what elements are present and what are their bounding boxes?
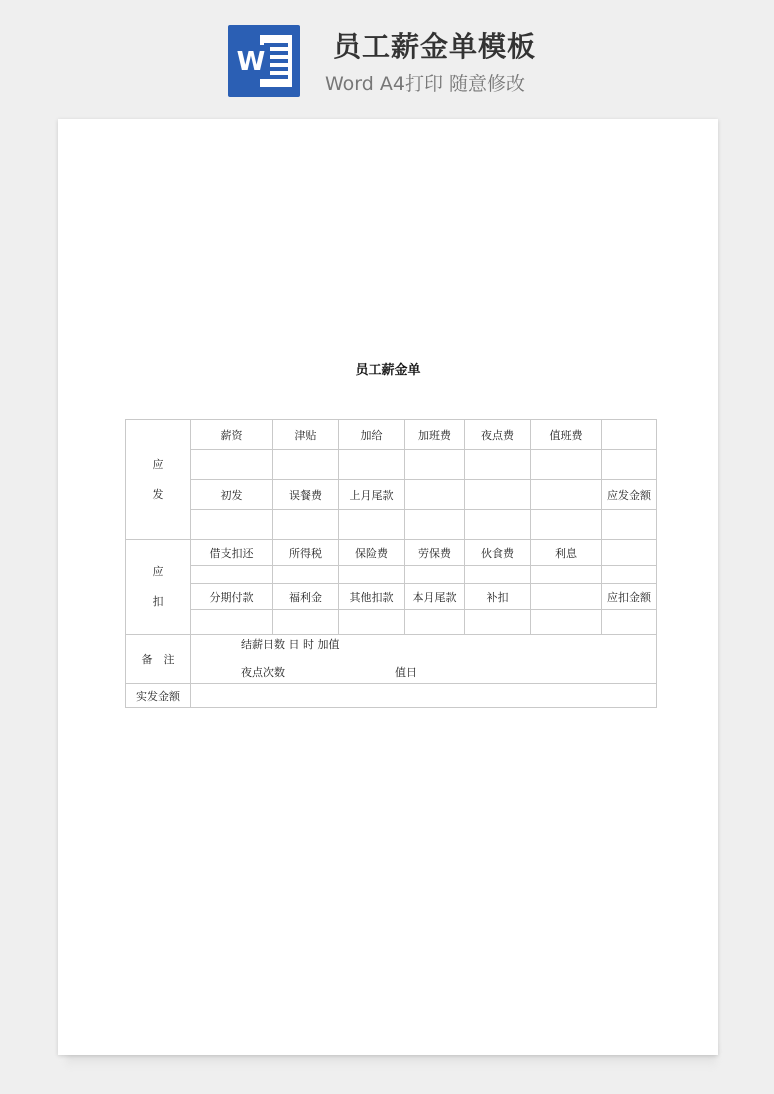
- table-cell: 本月尾款: [405, 584, 465, 610]
- table-cell: [531, 566, 602, 584]
- table-cell: 薪资: [191, 420, 273, 450]
- table-cell: [405, 480, 465, 510]
- table-cell: [602, 566, 657, 584]
- deduct-label-char: 应: [152, 565, 164, 578]
- table-cell: [405, 566, 465, 584]
- table-row: [126, 450, 657, 480]
- table-cell: 应发金额: [602, 480, 657, 510]
- table-cell: [339, 450, 405, 480]
- table-cell: 加给: [339, 420, 405, 450]
- table-cell: 劳保费: [405, 540, 465, 566]
- remarks-line-2: [241, 659, 656, 683]
- header: [0, 0, 774, 110]
- table-cell: [602, 450, 657, 480]
- table-cell: 误餐费: [273, 480, 339, 510]
- table-row: [126, 540, 657, 566]
- table-cell: [531, 480, 602, 510]
- table-cell: 保险费: [339, 540, 405, 566]
- deduct-label-char: 扣: [152, 595, 164, 608]
- table-cell: [339, 566, 405, 584]
- table-cell: [602, 420, 657, 450]
- deduct-section-label: [126, 540, 191, 635]
- net-pay-value: [191, 684, 657, 708]
- table-row: [126, 684, 657, 708]
- payable-section-label: [126, 420, 191, 540]
- payable-label-char: 应: [152, 457, 164, 471]
- table-cell: 津贴: [273, 420, 339, 450]
- table-cell: 上月尾款: [339, 480, 405, 510]
- table-cell: 借支扣还: [191, 540, 273, 566]
- net-pay-label: 实发金额: [126, 684, 191, 708]
- word-icon: [228, 25, 300, 97]
- table-cell: 福利金: [273, 584, 339, 610]
- table-cell: [191, 450, 273, 480]
- document-title: 员工薪金单: [355, 363, 421, 378]
- table-cell: [465, 610, 531, 635]
- table-cell: [405, 510, 465, 540]
- table-cell: 值班费: [531, 420, 602, 450]
- table-cell: [191, 566, 273, 584]
- table-row: [126, 510, 657, 540]
- table-cell: [405, 610, 465, 635]
- payable-label-char: 发: [152, 487, 164, 501]
- table-cell: [339, 510, 405, 540]
- table-cell: [465, 510, 531, 540]
- table-cell: [191, 610, 273, 635]
- table-row: [126, 480, 657, 510]
- table-cell: [273, 510, 339, 540]
- duty-day-label: 值日: [395, 666, 417, 679]
- table-cell: [602, 540, 657, 566]
- table-cell: [531, 584, 602, 610]
- table-cell: [531, 450, 602, 480]
- word-icon-letter: W: [232, 45, 270, 79]
- table-cell: 伙食费: [465, 540, 531, 566]
- table-cell: [465, 480, 531, 510]
- night-count-label: 夜点次数: [241, 666, 285, 679]
- remarks-line-1: 结薪日数 日 时 加值: [241, 638, 340, 651]
- table-cell: [602, 510, 657, 540]
- salary-table: [125, 419, 657, 708]
- table-cell: 应扣金额: [602, 584, 657, 610]
- page-title: 员工薪金单模板: [333, 30, 537, 63]
- table-row: [126, 566, 657, 584]
- table-cell: [531, 510, 602, 540]
- table-cell: 补扣: [465, 584, 531, 610]
- table-cell: [191, 510, 273, 540]
- table-cell: [602, 610, 657, 635]
- table-row: [126, 610, 657, 635]
- table-row: [126, 635, 657, 684]
- table-cell: [531, 610, 602, 635]
- table-cell: [273, 566, 339, 584]
- table-row: [126, 584, 657, 610]
- table-cell: 初发: [191, 480, 273, 510]
- page-subtitle: Word A4打印 随意修改: [325, 73, 526, 95]
- remarks-cell: [191, 635, 657, 684]
- table-cell: 利息: [531, 540, 602, 566]
- table-cell: [339, 610, 405, 635]
- table-cell: [465, 450, 531, 480]
- table-cell: 加班费: [405, 420, 465, 450]
- table-cell: [273, 450, 339, 480]
- table-row: [126, 420, 657, 450]
- table-cell: [273, 610, 339, 635]
- table-cell: [465, 566, 531, 584]
- document-page: [58, 119, 718, 1055]
- table-cell: [405, 450, 465, 480]
- table-cell: 所得税: [273, 540, 339, 566]
- table-cell: 其他扣款: [339, 584, 405, 610]
- table-cell: 分期付款: [191, 584, 273, 610]
- table-cell: 夜点费: [465, 420, 531, 450]
- remarks-label: 备 注: [126, 635, 191, 684]
